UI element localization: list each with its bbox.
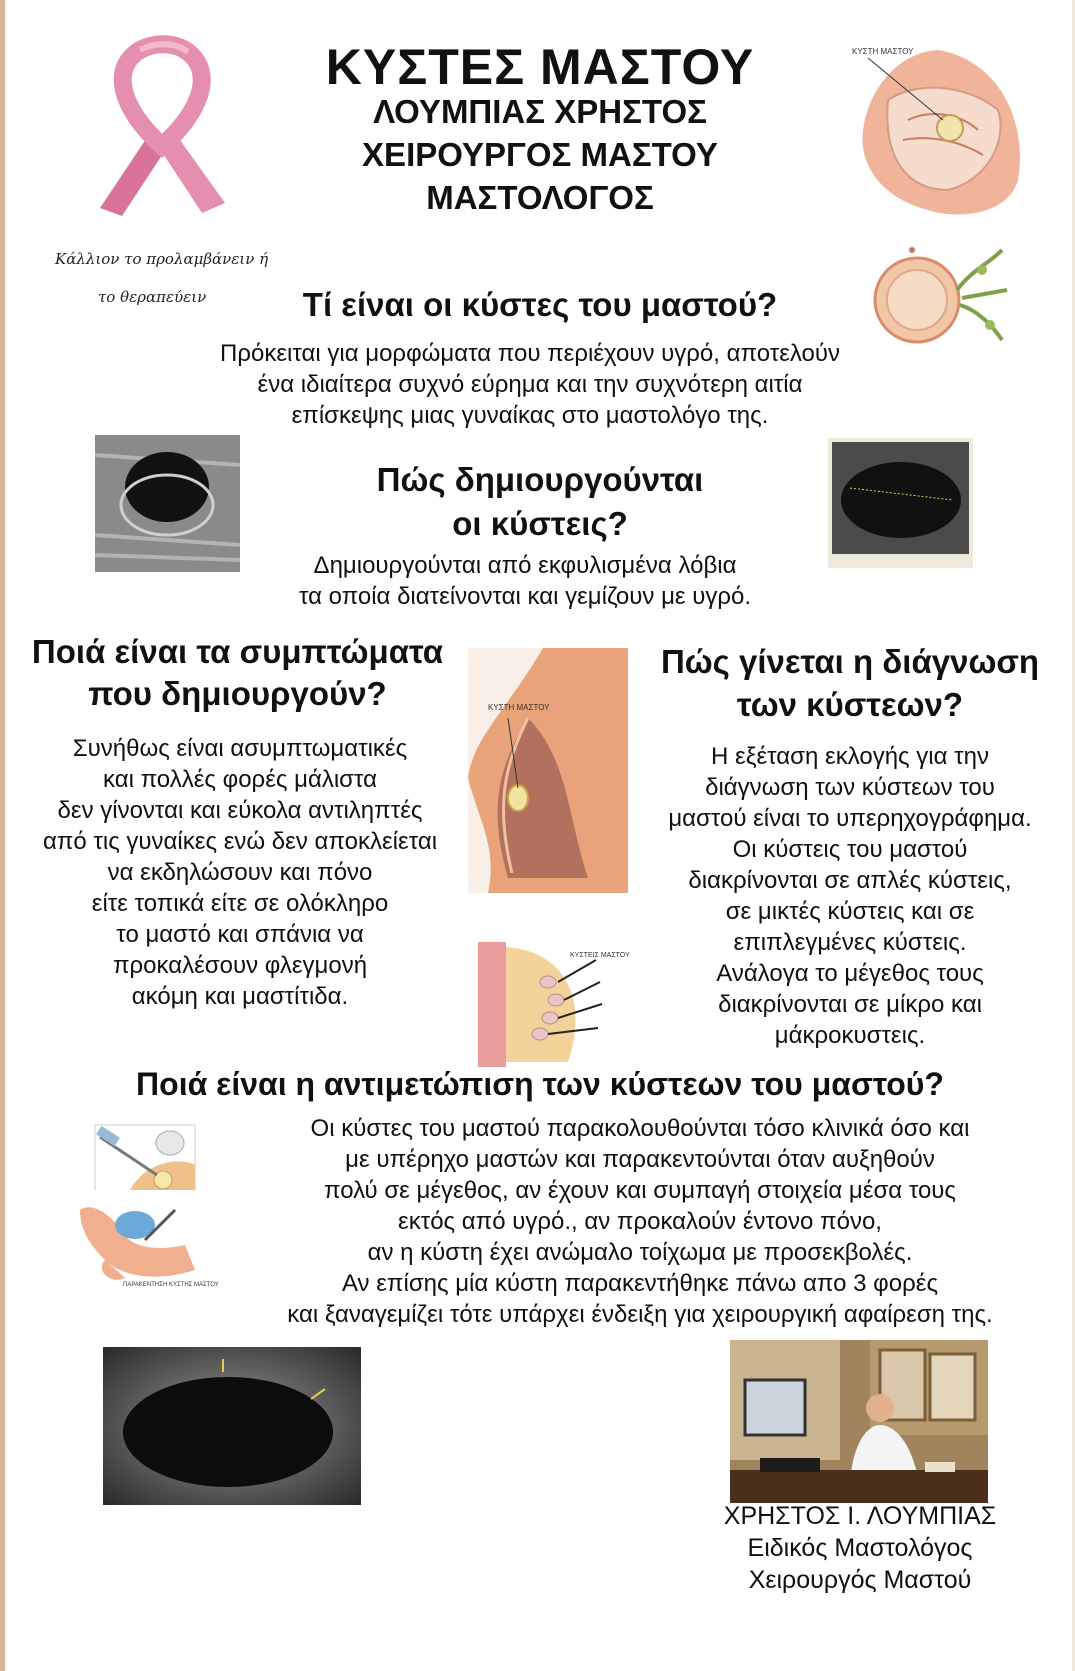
author-name: ΛΟΥΜΠΙΑΣ ΧΡΗΣΤΟΣ (373, 93, 707, 130)
symptoms-line: από τις γυναίκες ενώ δεν αποκλείεται (42, 828, 438, 855)
motto-line-2: το θεραπεύειν (98, 288, 207, 306)
treatment-line: αν η κύστη έχει ανώμαλο τοίχωμα με προσεκβολές. (367, 1239, 913, 1266)
signature-title-mastologist: Ειδικός Μαστολόγος (747, 1534, 973, 1562)
heading-symptoms-1: Ποιά είναι τα συμπτώματα (31, 633, 444, 670)
page-title: ΚΥΣΤΕΣ ΜΑΣΤΟΥ (325, 39, 755, 95)
symptoms-line: ακόμη και μαστίτιδα. (131, 983, 349, 1010)
symptoms-line: προκαλέσουν φλεγμονή (112, 952, 368, 979)
diagnosis-line: σε μικτές κύστεις και σε (725, 898, 975, 925)
heading-how-formed-2: οι κύστεις? (452, 505, 628, 542)
heading-diagnosis-1: Πώς γίνεται η διάγνωση (660, 643, 1040, 680)
diagnosis-line: διακρίνονται σε μίκρο και (718, 991, 982, 1018)
ultrasound-image-bottom (103, 1347, 361, 1505)
what-line: επίσκεψης μιας γυναίκας στο μαστολόγο της. (291, 402, 769, 429)
how-paragraph (240, 550, 810, 612)
symptoms-paragraph (5, 733, 475, 1012)
how-line: τα οποία διατείνονται και γεμίζουν με υγρό. (298, 583, 752, 610)
heading-diagnosis-2: των κύστεων? (736, 686, 964, 723)
diagnosis-line: επιπλεγμένες κύστεις. (733, 929, 967, 956)
heading-symptoms-2: που δημιουργούν? (88, 675, 387, 712)
how-line: Δημιουργούνται από εκφυλισμένα λόβια (313, 552, 737, 579)
diagnosis-line: μάκροκυστεις. (774, 1022, 926, 1049)
treatment-line: με υπέρηχο μαστών και παρακεντούνται όταν αυξηθούν (345, 1146, 935, 1173)
heading-what-are-cysts: Τί είναι οι κύστες του μαστού? (302, 286, 778, 323)
diagnosis-line: Ανάλογα το μέγεθος τους (716, 960, 984, 987)
signature-block (700, 1500, 1020, 1596)
what-paragraph (160, 338, 900, 431)
symptoms-line: να εκδηλώσουν και πόνο (107, 859, 373, 886)
heading-treatment: Ποιά είναι η αντιμετώπιση των κύστεων του μαστού? (136, 1066, 944, 1102)
symptoms-line: είτε τοπικά είτε σε ολόκληρο (91, 890, 389, 917)
breast-cross-section-illustration (478, 942, 628, 1067)
diagnosis-line: Οι κύστεις του μαστού (732, 836, 968, 863)
what-line: Πρόκειται για μορφώματα που περιέχουν υγρό, αποτελούν (219, 340, 840, 367)
breast-anatomy-illustration (848, 40, 1028, 220)
treatment-line: εκτός από υγρό., αν προκαλούν έντονο πόνο, (398, 1208, 882, 1235)
ultrasound-image-left (95, 435, 240, 572)
doctor-photo (730, 1340, 988, 1503)
treatment-line: Οι κύστες του μαστού παρακολουθούνται τόσο κλινικά όσο και (310, 1115, 970, 1142)
author-role-surgeon: ΧΕΙΡΟΥΡΓΟΣ ΜΑΣΤΟΥ (362, 136, 718, 173)
symptoms-line: Συνήθως είναι ασυμπτωματικές (72, 735, 408, 762)
puncture-label: ΠΑΡΑΚΕΝΤΗΣΗ ΚΥΣΤΗΣ ΜΑΣΤΟΥ (123, 1282, 219, 1288)
treatment-line: πολύ σε μέγεθος, αν έχουν και συμπαγή στοιχεία μέσα τους (324, 1177, 956, 1204)
lobes-cyst-label: ΚΥΣΤΕΙΣ ΜΑΣΤΟΥ (570, 952, 630, 959)
what-line: ένα ιδιαίτερα συχνό εύρημα και την συχνότερη αιτία (257, 371, 803, 398)
motto-line-1: Κάλλιον το προλαμβάνειν ή (55, 250, 269, 268)
signature-name: ΧΡΗΣΤΟΣ Ι. ΛΟΥΜΠΙΑΣ (723, 1502, 997, 1530)
diagnosis-line: διάγνωση των κύστεων του (705, 774, 995, 801)
author-role-mastologist: ΜΑΣΤΟΛΟΓΟΣ (426, 179, 654, 216)
diagnosis-paragraph (635, 741, 1065, 1051)
symptoms-line: το μαστό και σπάνια να (116, 921, 364, 948)
treatment-line: Αν επίσης μία κύστη παρακεντήθηκε πάνω απο 3 φορές (341, 1270, 939, 1297)
puncture-procedure-illustration (75, 1190, 219, 1290)
symptoms-line: και πολλές φορές μάλιστα (103, 766, 377, 793)
anatomy-cyst-label: ΚΥΣΤΗ ΜΑΣΤΟΥ (852, 47, 914, 56)
diagnosis-line: διακρίνονται σε απλές κύστεις, (688, 867, 1012, 894)
heading-how-formed-1: Πώς δημιουργούνται (376, 461, 704, 498)
treatment-paragraph (210, 1113, 1070, 1330)
symptoms-line: δεν γίνονται και εύκολα αντιληπτές (57, 797, 423, 824)
side-cyst-label: ΚΥΣΤΗ ΜΑΣΤΟΥ (488, 703, 550, 712)
ultrasound-image-right (828, 438, 973, 568)
diagnosis-line: μαστού είναι το υπερηχογράφημα. (668, 805, 1032, 832)
pink-ribbon-icon (80, 38, 245, 218)
diagnosis-line: Η εξέταση εκλογής για την (711, 743, 989, 770)
signature-title-surgeon: Χειρουργός Μαστού (748, 1566, 972, 1594)
treatment-line: και ξαναγεμίζει τότε υπάρχει ένδειξη για χειρουργική αφαίρεση της. (287, 1301, 993, 1328)
breast-side-illustration (468, 648, 628, 893)
